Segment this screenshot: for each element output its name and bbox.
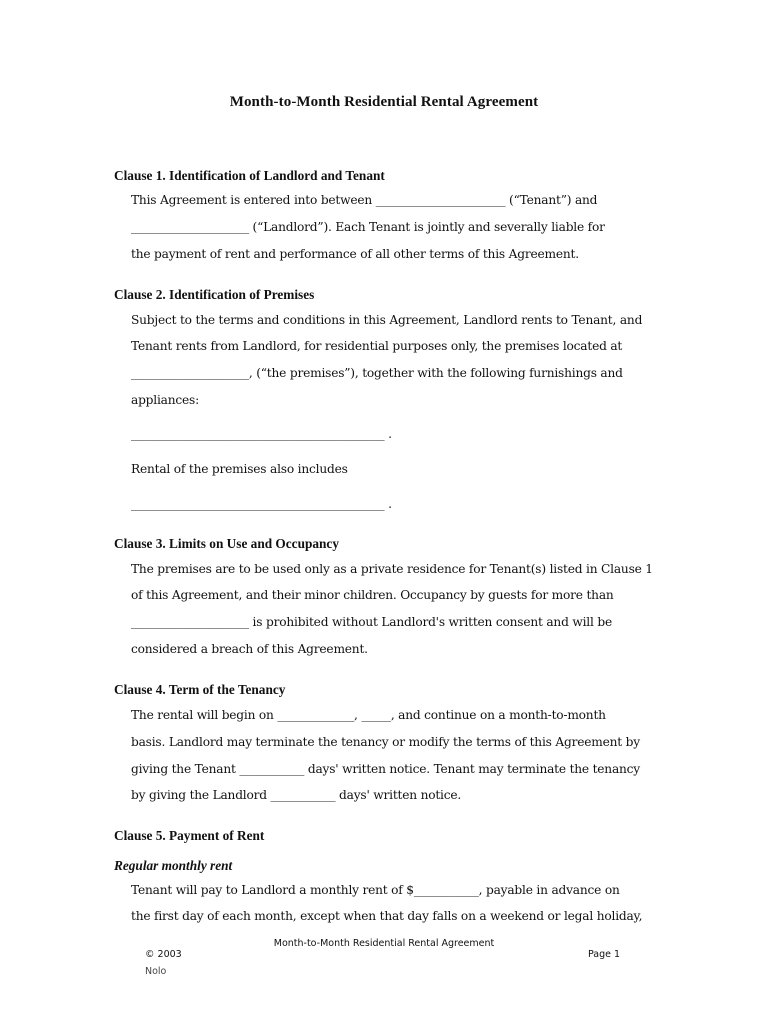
clause-1-line: This Agreement is entered into between ______________________ (“Tenant”) and	[131, 193, 598, 207]
clause-2-line: Rental of the premises also includes	[131, 462, 348, 476]
clause-3-heading: Clause 3. Limits on Use and Occupancy	[114, 536, 339, 551]
clause-5-subheading: Regular monthly rent	[114, 858, 233, 873]
footer-page-number: Page 1	[588, 949, 621, 960]
clause-5-line: the first day of each month, except when that day falls on a weekend or legal holiday,	[131, 909, 643, 923]
clause-2-blank-line: ___________________________________________ .	[131, 497, 392, 511]
clause-5-line: Tenant will pay to Landlord a monthly rent of $___________, payable in advance on	[131, 883, 620, 897]
clause-4-line: The rental will begin on _____________, _____, and continue on a month-to-month	[131, 708, 606, 722]
clause-2-line: ____________________, (“the premises”), together with the following furnishings and	[131, 366, 623, 380]
clause-2-line: Subject to the terms and conditions in this Agreement, Landlord rents to Tenant, and	[131, 313, 643, 327]
clause-3-line: considered a breach of this Agreement.	[131, 642, 368, 656]
clause-5-heading: Clause 5. Payment of Rent	[114, 828, 265, 843]
clause-3-line: The premises are to be used only as a private residence for Tenant(s) listed in Clause 1	[131, 562, 653, 576]
clause-4-heading: Clause 4. Term of the Tenancy	[114, 682, 286, 697]
clause-3-line: ____________________ is prohibited without Landlord's written consent and will be	[131, 615, 612, 629]
footer-cut-off-text: Nolo	[145, 966, 167, 977]
clause-2-line: appliances:	[131, 393, 199, 407]
footer-copyright: © 2003	[145, 949, 182, 960]
footer-title: Month-to-Month Residential Rental Agreement	[273, 938, 495, 949]
clause-1-heading: Clause 1. Identification of Landlord and Tenant	[114, 168, 385, 183]
clause-3-line: of this Agreement, and their minor children. Occupancy by guests for more than	[131, 588, 614, 602]
document-title: Month-to-Month Residential Rental Agreement	[229, 94, 539, 110]
clause-1-line: the payment of rent and performance of all other terms of this Agreement.	[131, 247, 579, 261]
clause-1-line: ____________________ (“Landlord”). Each Tenant is jointly and severally liable for	[131, 220, 605, 234]
clause-4-line: by giving the Landlord ___________ days' written notice.	[131, 788, 462, 802]
clause-2-blank-line: ___________________________________________ .	[131, 427, 392, 441]
clause-4-line: giving the Tenant ___________ days' written notice. Tenant may terminate the tenancy	[131, 762, 640, 776]
clause-2-heading: Clause 2. Identification of Premises	[114, 287, 315, 302]
clause-2-line: Tenant rents from Landlord, for residential purposes only, the premises located at	[131, 339, 623, 353]
clause-4-line: basis. Landlord may terminate the tenancy or modify the terms of this Agreement by	[131, 735, 640, 749]
